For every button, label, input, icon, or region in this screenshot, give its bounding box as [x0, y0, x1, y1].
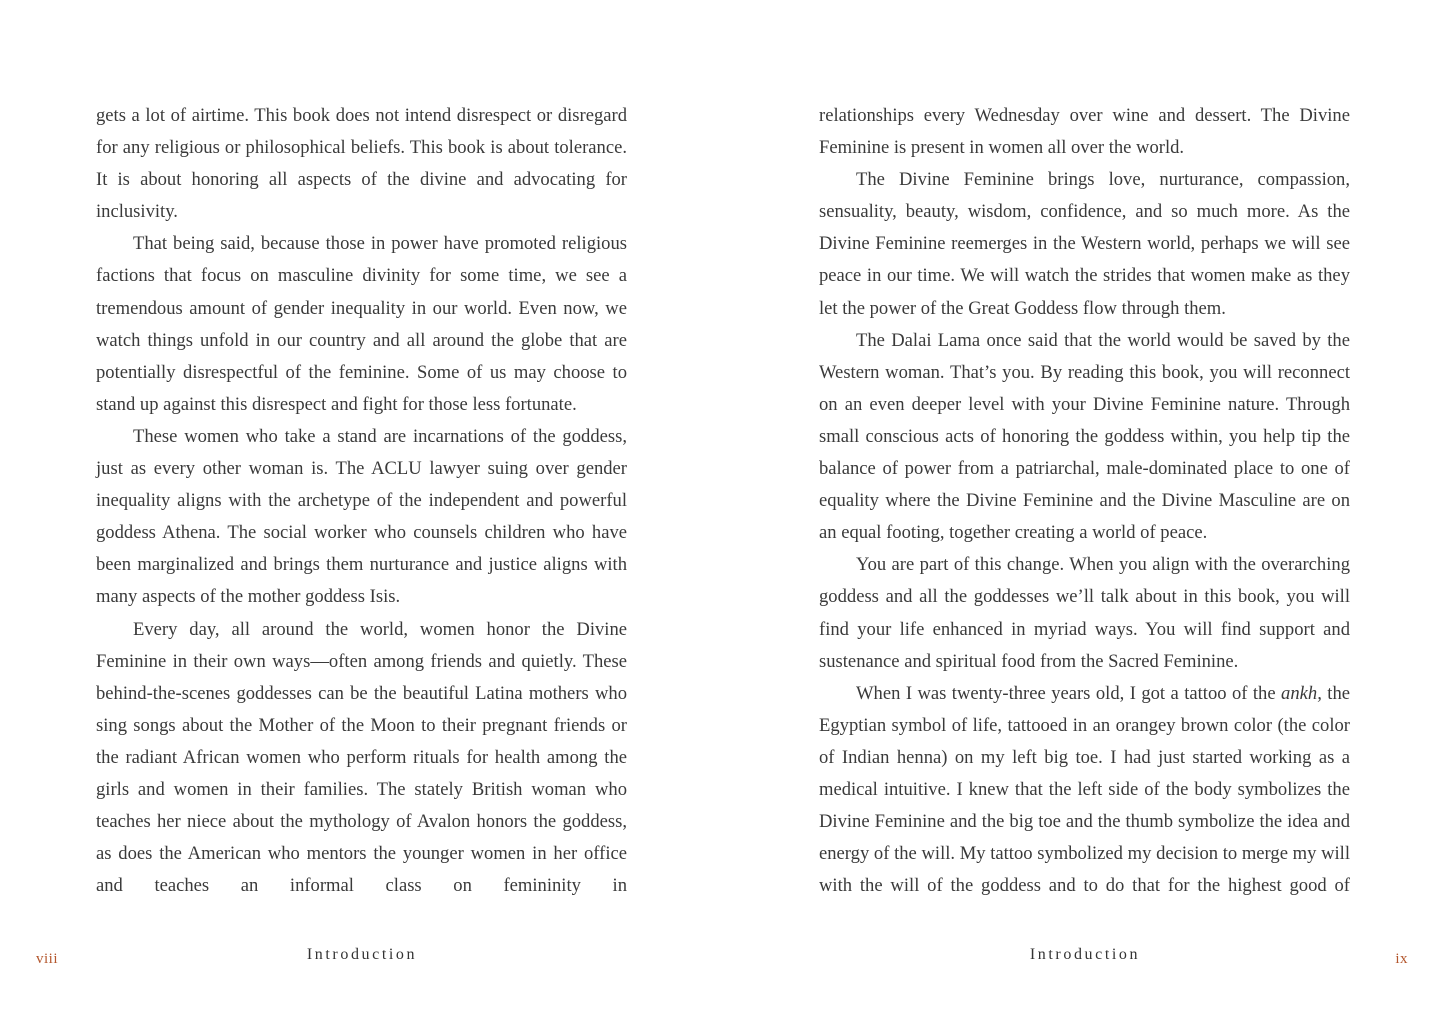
- body-paragraph: The Dalai Lama once said that the world would be saved by the Western woman. That’s you. By reading this book, you will reconnect on an even deeper level with your Divine Feminine nature. Through small conscious acts of honoring the goddess within, you help tip the balance of power from a patriarchal, male-dominated place to one of equality where the Divine Feminine and the Divine Masculine are on an equal footing, together creating a world of peace.: [819, 329, 1350, 544]
- body-paragraph: [819, 678, 1350, 903]
- body-paragraph: These women who take a stand are incarnations of the goddess, just as every other woman is. The ACLU lawyer suing over gender inequality aligns with the archetype of the independent and powerful goddess Athena. The social worker who counsels children who have been marginalized and brings them nurturance and justice aligns with many aspects of the mother goddess Isis.: [96, 425, 627, 608]
- italic-term: ankh,: [1281, 682, 1322, 704]
- body-paragraph: Every day, all around the world, women honor the Divine Feminine in their own ways—often among friends and quietly. These behind-the-scenes goddesses can be the beautiful Latina mothers who sing songs about the Mother of the Moon to their pregnant friends or the radiant African women who perform rituals for health among the girls and women in their families. The stately British woman who teaches her niece about the mythology of Avalon honors the goddess, as does the American who mentors the younger women in her office and teaches an informal class on femininity in: [96, 618, 627, 897]
- paragraph-text: When I was twenty-three years old, I got a tattoo of the: [856, 682, 1282, 704]
- page-number: ix: [1395, 951, 1408, 967]
- running-head: Introduction: [306, 946, 418, 963]
- paragraph-text: the Egyptian symbol of life, tattooed in an orangey brown color (the color of Indian henna) on my left big toe. I had just started working as a medical intuitive. I knew that the left side of the body symbolizes the Divine Feminine and the big toe and the thumb symbolize the idea and energy of the will. My tattoo symbolized my decision to merge my will with the will of the goddess and to do that for the highest good of: [819, 682, 1350, 897]
- body-paragraph: That being said, because those in power have promoted religious factions that focus on masculine divinity for some time, we see a tremendous amount of gender inequality in our world. Even now, we watch things unfold in our country and all around the globe that are potentially disrespectful of the feminine. Some of us may choose to stand up against this disrespect and fight for those less fortunate.: [96, 233, 627, 415]
- body-paragraph: You are part of this change. When you align with the overarching goddess and all the goddesses we’ll talk about in this book, you will find your life enhanced in myriad ways. You will find support and sustenance and spiritual food from the Sacred Feminine.: [819, 554, 1350, 672]
- page-number: viii: [36, 951, 59, 967]
- right-page: [722, 0, 1444, 1012]
- body-paragraph: gets a lot of airtime. This book does not intend disrespect or disregard for any religious or philosophical beliefs. This book is about tolerance. It is about honoring all aspects of the divine and advocating for inclusivity.: [96, 105, 627, 223]
- body-paragraph: The Divine Feminine brings love, nurturance, compassion, sensuality, beauty, wisdom, confidence, and so much more. As the Divine Feminine reemerges in the Western world, perhaps we will see peace in our time. We will watch the strides that women make as they let the power of the Great Goddess flow through them.: [819, 169, 1350, 319]
- left-page-body: [96, 100, 627, 902]
- running-head: Introduction: [1029, 946, 1141, 963]
- body-paragraph: relationships every Wednesday over wine and dessert. The Divine Feminine is present in women all over the world.: [819, 105, 1350, 159]
- right-page-body: [819, 100, 1350, 902]
- left-page: [0, 0, 722, 1012]
